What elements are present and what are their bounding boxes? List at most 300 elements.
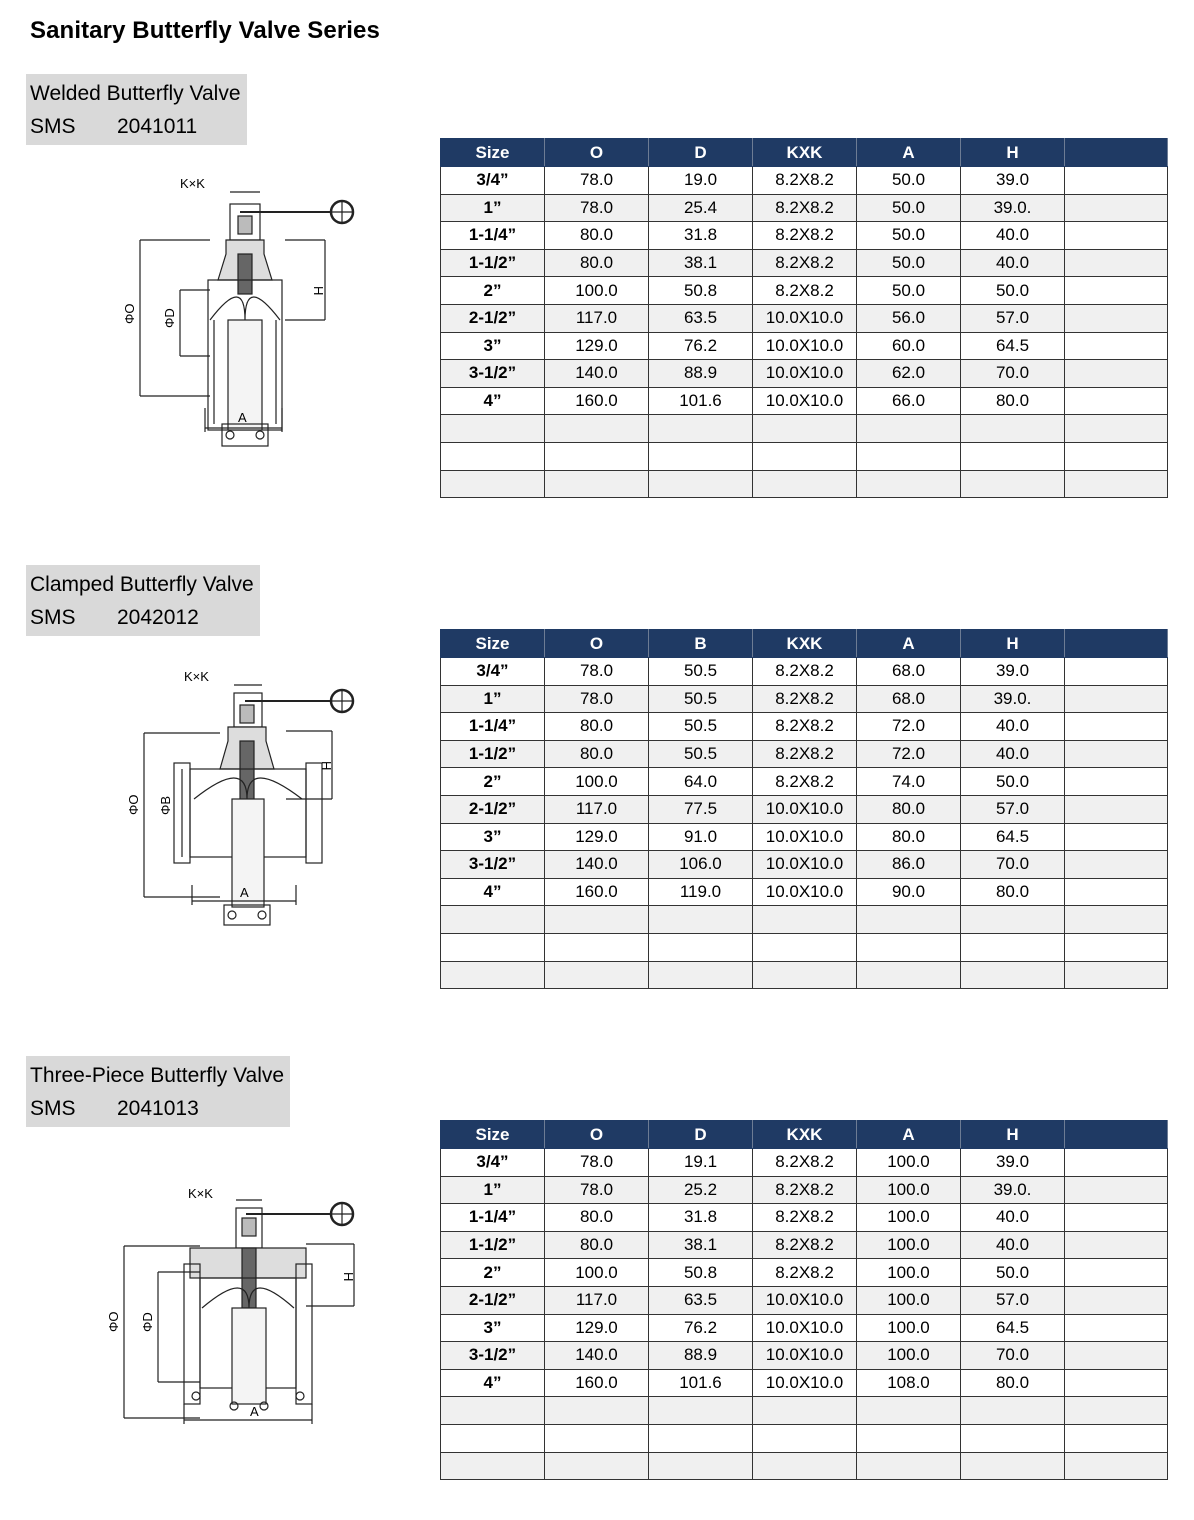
- table-cell: 80.0: [545, 222, 649, 250]
- table-cell: 50.8: [649, 277, 753, 305]
- table-cell: 50.0: [857, 277, 961, 305]
- table-cell: 19.0: [649, 167, 753, 195]
- table-cell: [1065, 304, 1168, 332]
- table-cell: 39.0: [961, 1149, 1065, 1177]
- table-cell: 119.0: [649, 878, 753, 906]
- size-cell: [441, 906, 545, 934]
- col-header: [1065, 139, 1168, 167]
- page-title: Sanitary Butterfly Valve Series: [30, 17, 380, 44]
- table-cell: [1065, 933, 1168, 961]
- table-cell: [753, 906, 857, 934]
- size-cell: 1-1/4”: [441, 713, 545, 741]
- section-standard: SMS: [30, 115, 76, 138]
- section-standard: SMS: [30, 606, 76, 629]
- col-header: H: [961, 630, 1065, 658]
- col-header: [1065, 1121, 1168, 1149]
- col-header: O: [545, 1121, 649, 1149]
- table-cell: 80.0: [857, 795, 961, 823]
- table-cell: 140.0: [545, 851, 649, 879]
- table-cell: [961, 1452, 1065, 1480]
- table-cell: [1065, 1452, 1168, 1480]
- table-cell: [545, 1397, 649, 1425]
- table-cell: [1065, 1286, 1168, 1314]
- col-header: Size: [441, 630, 545, 658]
- size-cell: 1-1/2”: [441, 1231, 545, 1259]
- table-cell: 8.2X8.2: [753, 658, 857, 686]
- table-cell: 78.0: [545, 685, 649, 713]
- table-cell: [1065, 713, 1168, 741]
- table-row: [441, 1259, 1168, 1287]
- spec-table: [440, 1120, 1168, 1480]
- table-cell: [1065, 249, 1168, 277]
- table-cell: 50.0: [857, 222, 961, 250]
- table-cell: 70.0: [961, 1342, 1065, 1370]
- table-row: [441, 933, 1168, 961]
- table-cell: 64.5: [961, 332, 1065, 360]
- table-row: [441, 1314, 1168, 1342]
- table-cell: [961, 1397, 1065, 1425]
- table-header-row: [441, 139, 1168, 167]
- table-cell: [649, 442, 753, 470]
- table-cell: [1065, 1397, 1168, 1425]
- table-cell: 39.0.: [961, 194, 1065, 222]
- table-cell: 50.0: [961, 1259, 1065, 1287]
- table-cell: 64.5: [961, 823, 1065, 851]
- a-label: A: [240, 885, 249, 900]
- three-piece-valve-drawing: [106, 1156, 380, 1436]
- table-cell: 8.2X8.2: [753, 768, 857, 796]
- table-cell: [545, 961, 649, 989]
- table-cell: 129.0: [545, 823, 649, 851]
- table-cell: 10.0X10.0: [753, 360, 857, 388]
- table-cell: 40.0: [961, 713, 1065, 741]
- table-cell: [1065, 1314, 1168, 1342]
- table-cell: 117.0: [545, 1286, 649, 1314]
- section-code: 2041011: [117, 115, 198, 138]
- table-cell: 74.0: [857, 768, 961, 796]
- table-cell: [1065, 740, 1168, 768]
- table-cell: 80.0: [961, 1369, 1065, 1397]
- table-cell: 90.0: [857, 878, 961, 906]
- table-cell: 80.0: [545, 740, 649, 768]
- table-header-row: [441, 1121, 1168, 1149]
- table-cell: [545, 906, 649, 934]
- table-cell: 160.0: [545, 878, 649, 906]
- size-cell: 1-1/4”: [441, 222, 545, 250]
- table-cell: 63.5: [649, 304, 753, 332]
- size-cell: 1-1/2”: [441, 740, 545, 768]
- table-cell: [1065, 415, 1168, 443]
- table-cell: 100.0: [857, 1231, 961, 1259]
- table-cell: [545, 933, 649, 961]
- table-cell: 8.2X8.2: [753, 1231, 857, 1259]
- table-cell: 50.0: [857, 167, 961, 195]
- table-cell: 100.0: [545, 277, 649, 305]
- section-label: [26, 565, 260, 636]
- table-cell: [961, 442, 1065, 470]
- table-cell: [961, 906, 1065, 934]
- col-header: H: [961, 139, 1065, 167]
- table-row: [441, 304, 1168, 332]
- table-cell: 80.0: [857, 823, 961, 851]
- table-row: [441, 194, 1168, 222]
- table-row: [441, 740, 1168, 768]
- col-header: D: [649, 139, 753, 167]
- table-cell: 72.0: [857, 713, 961, 741]
- size-cell: 2”: [441, 1259, 545, 1287]
- size-cell: [441, 961, 545, 989]
- table-cell: 8.2X8.2: [753, 1204, 857, 1232]
- table-cell: [753, 415, 857, 443]
- table-cell: 8.2X8.2: [753, 1259, 857, 1287]
- table-cell: 129.0: [545, 1314, 649, 1342]
- table-cell: [1065, 332, 1168, 360]
- table-cell: [545, 470, 649, 498]
- size-cell: 1”: [441, 685, 545, 713]
- kk-label: K×K: [180, 176, 205, 191]
- table-cell: 80.0: [545, 1204, 649, 1232]
- size-cell: 2”: [441, 277, 545, 305]
- size-cell: 3-1/2”: [441, 1342, 545, 1370]
- table-cell: 10.0X10.0: [753, 878, 857, 906]
- table-cell: [649, 1452, 753, 1480]
- table-cell: [649, 906, 753, 934]
- table-row: [441, 1397, 1168, 1425]
- table-cell: [1065, 277, 1168, 305]
- table-cell: 101.6: [649, 1369, 753, 1397]
- table-cell: 40.0: [961, 1231, 1065, 1259]
- table-cell: 10.0X10.0: [753, 1286, 857, 1314]
- a-label: A: [238, 410, 247, 425]
- table-cell: [545, 1424, 649, 1452]
- table-cell: [753, 961, 857, 989]
- welded-valve-drawing: [110, 174, 380, 454]
- table-cell: 106.0: [649, 851, 753, 879]
- table-cell: [753, 1424, 857, 1452]
- kk-label: K×K: [188, 1186, 213, 1201]
- table-cell: 70.0: [961, 851, 1065, 879]
- table-cell: 39.0: [961, 167, 1065, 195]
- table-cell: 10.0X10.0: [753, 304, 857, 332]
- table-row: [441, 961, 1168, 989]
- table-cell: 8.2X8.2: [753, 277, 857, 305]
- size-cell: 3”: [441, 823, 545, 851]
- table-cell: [1065, 1342, 1168, 1370]
- col-header: KXK: [753, 630, 857, 658]
- table-cell: 10.0X10.0: [753, 1369, 857, 1397]
- table-cell: [753, 1397, 857, 1425]
- table-row: [441, 1231, 1168, 1259]
- table-cell: 140.0: [545, 360, 649, 388]
- table-cell: 40.0: [961, 249, 1065, 277]
- table-cell: [1065, 470, 1168, 498]
- table-cell: 76.2: [649, 1314, 753, 1342]
- table-cell: 72.0: [857, 740, 961, 768]
- table-cell: [1065, 768, 1168, 796]
- table-cell: 19.1: [649, 1149, 753, 1177]
- table-cell: 50.5: [649, 713, 753, 741]
- table-cell: [1065, 823, 1168, 851]
- table-row: [441, 1176, 1168, 1204]
- table-cell: 101.6: [649, 387, 753, 415]
- table-cell: 68.0: [857, 658, 961, 686]
- table-cell: 88.9: [649, 360, 753, 388]
- table-cell: 129.0: [545, 332, 649, 360]
- table-cell: 68.0: [857, 685, 961, 713]
- table-cell: 38.1: [649, 249, 753, 277]
- spec-table: [440, 138, 1168, 498]
- table-cell: 25.2: [649, 1176, 753, 1204]
- table-row: [441, 360, 1168, 388]
- b-label: ΦB: [158, 795, 173, 815]
- table-cell: 91.0: [649, 823, 753, 851]
- table-row: [441, 1286, 1168, 1314]
- table-row: [441, 713, 1168, 741]
- table-row: [441, 851, 1168, 879]
- o-label: ΦO: [126, 794, 141, 815]
- table-cell: [1065, 360, 1168, 388]
- section-name: Welded Butterfly Valve: [30, 82, 241, 105]
- table-row: [441, 277, 1168, 305]
- section-three-piece-valve: [0, 1056, 1194, 1496]
- col-header: B: [649, 630, 753, 658]
- table-cell: 40.0: [961, 1204, 1065, 1232]
- table-cell: 100.0: [857, 1176, 961, 1204]
- table-cell: 8.2X8.2: [753, 167, 857, 195]
- table-cell: [857, 961, 961, 989]
- col-header: O: [545, 139, 649, 167]
- spec-table: [440, 629, 1168, 989]
- size-cell: 4”: [441, 878, 545, 906]
- table-cell: 25.4: [649, 194, 753, 222]
- size-cell: 4”: [441, 1369, 545, 1397]
- size-cell: 3”: [441, 332, 545, 360]
- table-row: [441, 222, 1168, 250]
- table-cell: 80.0: [545, 249, 649, 277]
- table-cell: [1065, 961, 1168, 989]
- table-cell: 8.2X8.2: [753, 685, 857, 713]
- table-cell: [545, 415, 649, 443]
- table-cell: [961, 961, 1065, 989]
- table-row: [441, 249, 1168, 277]
- table-cell: [649, 1397, 753, 1425]
- table-cell: 80.0: [545, 1231, 649, 1259]
- table-cell: [1065, 1204, 1168, 1232]
- size-cell: 3/4”: [441, 658, 545, 686]
- table-cell: 86.0: [857, 851, 961, 879]
- table-row: [441, 387, 1168, 415]
- o-label: ΦO: [122, 303, 137, 324]
- size-cell: 3-1/2”: [441, 360, 545, 388]
- table-row: [441, 823, 1168, 851]
- table-cell: [857, 906, 961, 934]
- table-row: [441, 1369, 1168, 1397]
- table-cell: [1065, 795, 1168, 823]
- table-cell: 78.0: [545, 194, 649, 222]
- table-cell: 39.0: [961, 658, 1065, 686]
- o-label: ΦO: [106, 1311, 121, 1332]
- size-cell: 1-1/4”: [441, 1204, 545, 1232]
- h-label: H: [341, 1272, 356, 1282]
- table-cell: 38.1: [649, 1231, 753, 1259]
- section-code: 2042012: [117, 606, 199, 629]
- table-header-row: [441, 630, 1168, 658]
- size-cell: 3/4”: [441, 167, 545, 195]
- table-cell: 39.0.: [961, 685, 1065, 713]
- table-cell: [857, 470, 961, 498]
- table-cell: 8.2X8.2: [753, 194, 857, 222]
- table-cell: 40.0: [961, 740, 1065, 768]
- table-row: [441, 1342, 1168, 1370]
- table-cell: 100.0: [857, 1149, 961, 1177]
- size-cell: 2-1/2”: [441, 795, 545, 823]
- col-header: KXK: [753, 1121, 857, 1149]
- section-label: [26, 74, 247, 145]
- table-cell: [1065, 194, 1168, 222]
- table-cell: 40.0: [961, 222, 1065, 250]
- table-cell: 10.0X10.0: [753, 795, 857, 823]
- a-label: A: [250, 1404, 259, 1419]
- size-cell: 1”: [441, 1176, 545, 1204]
- table-row: [441, 795, 1168, 823]
- table-row: [441, 878, 1168, 906]
- size-cell: [441, 1452, 545, 1480]
- table-cell: [649, 1424, 753, 1452]
- table-cell: [961, 415, 1065, 443]
- col-header: A: [857, 139, 961, 167]
- table-cell: [649, 470, 753, 498]
- table-cell: [649, 933, 753, 961]
- table-cell: 10.0X10.0: [753, 823, 857, 851]
- table-cell: [1065, 442, 1168, 470]
- h-label: H: [311, 286, 326, 296]
- table-cell: [1065, 167, 1168, 195]
- table-cell: 64.5: [961, 1314, 1065, 1342]
- col-header: Size: [441, 139, 545, 167]
- table-cell: 57.0: [961, 304, 1065, 332]
- table-cell: 57.0: [961, 795, 1065, 823]
- table-cell: [857, 1424, 961, 1452]
- table-cell: [1065, 851, 1168, 879]
- table-cell: 50.0: [961, 277, 1065, 305]
- table-cell: 62.0: [857, 360, 961, 388]
- table-cell: [857, 1397, 961, 1425]
- table-cell: [1065, 1149, 1168, 1177]
- table-cell: 50.8: [649, 1259, 753, 1287]
- table-row: [441, 415, 1168, 443]
- table-cell: 88.9: [649, 1342, 753, 1370]
- size-cell: [441, 1397, 545, 1425]
- table-cell: [649, 961, 753, 989]
- col-header: O: [545, 630, 649, 658]
- section-code: 2041013: [117, 1097, 199, 1120]
- size-cell: 3”: [441, 1314, 545, 1342]
- table-cell: 117.0: [545, 795, 649, 823]
- section-standard: SMS: [30, 1097, 76, 1120]
- size-cell: 4”: [441, 387, 545, 415]
- size-cell: 2-1/2”: [441, 1286, 545, 1314]
- table-cell: 78.0: [545, 658, 649, 686]
- table-cell: 10.0X10.0: [753, 332, 857, 360]
- table-cell: [1065, 1369, 1168, 1397]
- table-row: [441, 1424, 1168, 1452]
- section-name: Clamped Butterfly Valve: [30, 573, 254, 596]
- table-cell: 160.0: [545, 387, 649, 415]
- table-cell: [753, 470, 857, 498]
- table-cell: 10.0X10.0: [753, 851, 857, 879]
- size-cell: 1”: [441, 194, 545, 222]
- size-cell: 2”: [441, 768, 545, 796]
- table-row: [441, 470, 1168, 498]
- table-row: [441, 906, 1168, 934]
- table-cell: 50.0: [961, 768, 1065, 796]
- table-cell: 50.0: [857, 249, 961, 277]
- table-cell: [857, 442, 961, 470]
- table-cell: [1065, 1231, 1168, 1259]
- table-row: [441, 768, 1168, 796]
- table-cell: 117.0: [545, 304, 649, 332]
- table-cell: 78.0: [545, 167, 649, 195]
- table-cell: [1065, 878, 1168, 906]
- d-label: ΦD: [162, 308, 177, 328]
- table-cell: 8.2X8.2: [753, 713, 857, 741]
- table-row: [441, 167, 1168, 195]
- table-cell: 8.2X8.2: [753, 1149, 857, 1177]
- table-cell: 70.0: [961, 360, 1065, 388]
- table-cell: 57.0: [961, 1286, 1065, 1314]
- table-cell: 10.0X10.0: [753, 1314, 857, 1342]
- table-cell: 56.0: [857, 304, 961, 332]
- table-cell: [961, 1424, 1065, 1452]
- table-cell: 78.0: [545, 1149, 649, 1177]
- table-cell: [1065, 222, 1168, 250]
- table-cell: [753, 933, 857, 961]
- table-cell: [1065, 1176, 1168, 1204]
- table-cell: 31.8: [649, 1204, 753, 1232]
- table-cell: 80.0: [545, 713, 649, 741]
- table-row: [441, 442, 1168, 470]
- size-cell: [441, 1424, 545, 1452]
- table-cell: 76.2: [649, 332, 753, 360]
- table-cell: [545, 1452, 649, 1480]
- table-cell: 31.8: [649, 222, 753, 250]
- table-cell: 8.2X8.2: [753, 1176, 857, 1204]
- table-cell: 100.0: [857, 1286, 961, 1314]
- table-cell: [1065, 387, 1168, 415]
- clamped-valve-drawing: [110, 665, 380, 945]
- table-cell: [753, 1452, 857, 1480]
- section-label: [26, 1056, 290, 1127]
- table-cell: 50.0: [857, 194, 961, 222]
- table-cell: [1065, 906, 1168, 934]
- table-cell: 80.0: [961, 387, 1065, 415]
- table-row: [441, 1452, 1168, 1480]
- size-cell: 2-1/2”: [441, 304, 545, 332]
- col-header: A: [857, 1121, 961, 1149]
- table-cell: 108.0: [857, 1369, 961, 1397]
- table-cell: [545, 442, 649, 470]
- table-cell: 39.0.: [961, 1176, 1065, 1204]
- table-row: [441, 332, 1168, 360]
- table-cell: 8.2X8.2: [753, 249, 857, 277]
- section-clamped-valve: [0, 565, 1194, 1005]
- size-cell: [441, 933, 545, 961]
- table-cell: 10.0X10.0: [753, 1342, 857, 1370]
- table-cell: 64.0: [649, 768, 753, 796]
- table-cell: 100.0: [545, 1259, 649, 1287]
- table-cell: [961, 933, 1065, 961]
- size-cell: 3-1/2”: [441, 851, 545, 879]
